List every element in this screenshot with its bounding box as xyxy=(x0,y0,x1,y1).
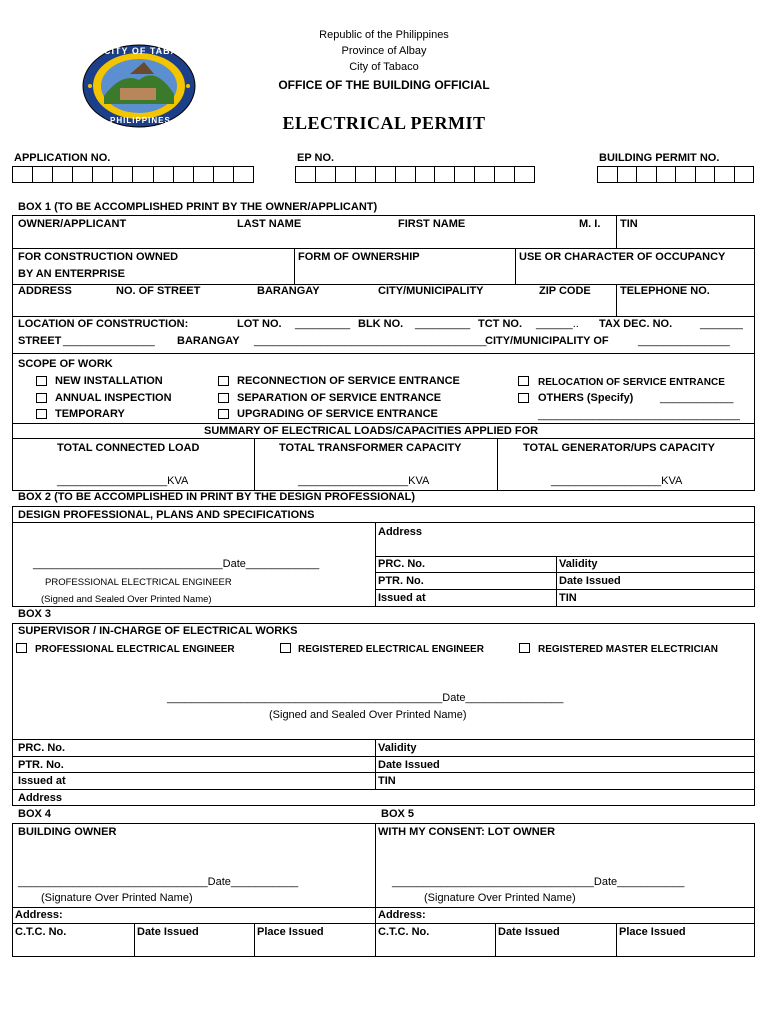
ep-no-label: EP NO. xyxy=(297,152,335,164)
others-blank-2[interactable]: _________________________________ xyxy=(538,409,740,421)
box5-ctc-no-label: C.T.C. No. xyxy=(378,926,430,938)
box2-validity-label: Validity xyxy=(559,558,598,570)
divider xyxy=(616,284,617,317)
seal-top-text: CITY OF TABACO xyxy=(104,46,194,56)
first-name-label: FIRST NAME xyxy=(398,218,466,230)
box3-signed-sealed-label: (Signed and Sealed Over Printed Name) xyxy=(269,709,467,721)
box2-prc-no-label: PRC. No. xyxy=(378,558,426,570)
divider xyxy=(12,316,755,317)
blk-no-blank[interactable]: _________ xyxy=(415,318,471,330)
divider xyxy=(556,556,557,607)
transformer-capacity-kva[interactable]: __________________KVA xyxy=(298,475,430,487)
box4-date-issued-label: Date Issued xyxy=(137,926,199,938)
total-transformer-capacity-label: TOTAL TRANSFORMER CAPACITY xyxy=(279,442,462,454)
divider xyxy=(495,923,496,957)
reconnection-label: RECONNECTION OF SERVICE ENTRANCE xyxy=(237,375,460,387)
divider xyxy=(12,522,755,523)
mi-label: M. I. xyxy=(579,218,601,230)
box5-address-label: Address: xyxy=(378,909,426,921)
divider xyxy=(375,522,376,607)
box4-place-issued-label: Place Issued xyxy=(257,926,324,938)
box1-heading: BOX 1 (TO BE ACCOMPLISHED PRINT BY THE OWNER/APPLICANT) xyxy=(18,201,378,213)
separation-checkbox[interactable] xyxy=(218,393,229,403)
temporary-checkbox[interactable] xyxy=(36,409,47,419)
tax-dec-no-blank[interactable]: _______ xyxy=(700,318,743,330)
temporary-label: TEMPORARY xyxy=(55,408,125,420)
divider xyxy=(375,556,755,557)
box4-signature-line[interactable]: _______________________________Date___________ xyxy=(18,876,299,888)
box3-date-issued-label: Date Issued xyxy=(378,759,440,771)
zip-code-label: ZIP CODE xyxy=(539,285,591,297)
city-municipality-of-blank[interactable]: _______________ xyxy=(638,335,730,347)
ep-no-field[interactable] xyxy=(295,166,535,183)
location-label: LOCATION OF CONSTRUCTION: xyxy=(18,318,189,330)
divider xyxy=(12,923,755,924)
box4-title: BUILDING OWNER xyxy=(18,826,117,838)
construction-owned-label-2: BY AN ENTERPRISE xyxy=(18,268,125,280)
box2-heading: BOX 2 (TO BE ACCOMPLISHED IN PRINT BY THE DESIGN PROFESSIONAL) xyxy=(18,491,416,503)
box3-ree-checkbox[interactable] xyxy=(280,643,291,653)
others-checkbox[interactable] xyxy=(518,393,529,403)
generator-capacity-kva[interactable]: __________________KVA xyxy=(551,475,683,487)
divider xyxy=(254,438,255,491)
divider xyxy=(254,923,255,957)
construction-owned-label-1: FOR CONSTRUCTION OWNED xyxy=(18,251,179,263)
building-permit-no-field[interactable] xyxy=(597,166,754,183)
divider xyxy=(12,353,755,354)
divider xyxy=(616,923,617,957)
page-title: ELECTRICAL PERMIT xyxy=(282,113,486,133)
box5-date-issued-label: Date Issued xyxy=(498,926,560,938)
total-generator-capacity-label: TOTAL GENERATOR/UPS CAPACITY xyxy=(523,442,715,454)
header-republic: Republic of the Philippines xyxy=(319,29,449,41)
box2-date-issued-label: Date Issued xyxy=(559,575,621,587)
box5-signature-caption: (Signature Over Printed Name) xyxy=(424,892,576,904)
divider xyxy=(12,248,755,249)
street-label: STREET xyxy=(18,335,62,347)
tct-no-blank[interactable]: ______.. xyxy=(536,318,579,330)
reconnection-checkbox[interactable] xyxy=(218,376,229,386)
others-label: OTHERS (Specify) xyxy=(538,392,634,404)
annual-inspection-label: ANNUAL INSPECTION xyxy=(55,392,172,404)
building-permit-no-label: BUILDING PERMIT NO. xyxy=(599,152,720,164)
divider xyxy=(375,589,755,590)
header-province: Province of Albay xyxy=(341,45,427,57)
scope-of-work-label: SCOPE OF WORK xyxy=(18,358,113,370)
summary-heading: SUMMARY OF ELECTRICAL LOADS/CAPACITIES APPLIED FOR xyxy=(204,425,539,437)
box4-ctc-no-label: C.T.C. No. xyxy=(15,926,67,938)
lot-no-blank[interactable]: _________ xyxy=(295,318,351,330)
box5-heading: BOX 5 xyxy=(381,808,415,820)
header-office: OFFICE OF THE BUILDING OFFICIAL xyxy=(278,78,490,92)
box3-address-label: Address xyxy=(18,792,63,804)
city-municipality-label: CITY/MUNICIPALITY xyxy=(378,285,484,297)
box2-issued-at-label: Issued at xyxy=(378,592,426,604)
box2-tin-label: TIN xyxy=(559,592,577,604)
divider xyxy=(616,215,617,248)
divider xyxy=(294,248,295,284)
upgrading-checkbox[interactable] xyxy=(218,409,229,419)
box3-ptr-no-label: PTR. No. xyxy=(18,759,64,771)
box3-signature-line[interactable]: _____________________________________________Date________________ xyxy=(167,692,564,704)
total-connected-load-label: TOTAL CONNECTED LOAD xyxy=(57,442,200,454)
barangay2-label: BARANGAY xyxy=(177,335,240,347)
application-no-label: APPLICATION NO. xyxy=(14,152,111,164)
tin-label: TIN xyxy=(620,218,638,230)
street-blank[interactable]: _______________ xyxy=(63,335,155,347)
tct-no-label: TCT NO. xyxy=(478,318,522,330)
separation-label: SEPARATION OF SERVICE ENTRANCE xyxy=(237,392,442,404)
divider xyxy=(375,739,376,789)
divider xyxy=(497,438,498,491)
box3-ree-label: REGISTERED ELECTRICAL ENGINEER xyxy=(298,644,484,655)
box3-rme-label: REGISTERED MASTER ELECTRICIAN xyxy=(538,644,719,655)
address-label: ADDRESS xyxy=(18,285,72,297)
box4-signature-caption: (Signature Over Printed Name) xyxy=(41,892,193,904)
divider xyxy=(375,823,376,957)
divider xyxy=(12,789,755,790)
box2-signed-sealed-label: (Signed and Sealed Over Printed Name) xyxy=(41,594,212,605)
divider xyxy=(12,907,755,908)
tax-dec-no-label: TAX DEC. NO. xyxy=(599,318,673,330)
last-name-label: LAST NAME xyxy=(237,218,302,230)
box5-signature-line[interactable]: _________________________________Date___________ xyxy=(392,876,685,888)
box3-pee-checkbox[interactable] xyxy=(16,643,27,653)
divider xyxy=(12,423,755,424)
box3-prc-no-label: PRC. No. xyxy=(18,742,66,754)
upgrading-label: UPGRADING OF SERVICE ENTRANCE xyxy=(237,408,438,420)
box3-rme-checkbox[interactable] xyxy=(519,643,530,653)
application-no-field[interactable] xyxy=(12,166,254,183)
barangay2-blank[interactable]: ______________________________________ xyxy=(254,335,487,347)
annual-inspection-checkbox[interactable] xyxy=(36,393,47,403)
box5-title: WITH MY CONSENT: LOT OWNER xyxy=(378,826,556,838)
city-municipality-of-label: CITY/MUNICIPALITY OF xyxy=(485,335,609,347)
new-installation-label: NEW INSTALLATION xyxy=(55,375,163,387)
use-occupancy-label: USE OR CHARACTER OF OCCUPANCY xyxy=(519,251,726,263)
divider xyxy=(12,739,755,740)
divider xyxy=(375,572,755,573)
relocation-checkbox[interactable] xyxy=(518,376,529,386)
box3-pee-label: PROFESSIONAL ELECTRICAL ENGINEER xyxy=(35,644,235,655)
seal-bottom-text: PHILIPPINES xyxy=(110,116,171,125)
divider xyxy=(12,438,755,439)
box4-heading: BOX 4 xyxy=(18,808,52,820)
box2-ptr-no-label: PTR. No. xyxy=(378,575,424,587)
box3-tin-label: TIN xyxy=(378,775,396,787)
box5-place-issued-label: Place Issued xyxy=(619,926,686,938)
others-blank[interactable]: ____________ xyxy=(660,392,734,404)
box2-signature-line[interactable]: _______________________________Date____________ xyxy=(33,558,320,570)
box2-subheading: DESIGN PROFESSIONAL, PLANS AND SPECIFICATIONS xyxy=(18,509,315,521)
header-city: City of Tabaco xyxy=(349,61,419,73)
blk-no-label: BLK NO. xyxy=(358,318,404,330)
owner-applicant-label: OWNER/APPLICANT xyxy=(18,218,127,230)
box3-subheading: SUPERVISOR / IN-CHARGE OF ELECTRICAL WORKS xyxy=(18,625,298,637)
connected-load-kva[interactable]: __________________KVA xyxy=(57,475,189,487)
box3-heading: BOX 3 xyxy=(18,608,52,620)
divider xyxy=(134,923,135,957)
relocation-label: RELOCATION OF SERVICE ENTRANCE xyxy=(538,377,725,388)
box2-address-label: Address xyxy=(378,526,423,538)
new-installation-checkbox[interactable] xyxy=(36,376,47,386)
divider xyxy=(12,772,755,773)
no-of-street-label: NO. OF STREET xyxy=(116,285,201,297)
box3-issued-at-label: Issued at xyxy=(18,775,66,787)
telephone-no-label: TELEPHONE NO. xyxy=(620,285,710,297)
divider xyxy=(515,248,516,284)
box4-address-label: Address: xyxy=(15,909,63,921)
form-of-ownership-label: FORM OF OWNERSHIP xyxy=(298,251,420,263)
box3-validity-label: Validity xyxy=(378,742,417,754)
divider xyxy=(12,756,755,757)
barangay-label: BARANGAY xyxy=(257,285,320,297)
box2-professional-label: PROFESSIONAL ELECTRICAL ENGINEER xyxy=(45,577,232,588)
lot-no-label: LOT NO. xyxy=(237,318,282,330)
